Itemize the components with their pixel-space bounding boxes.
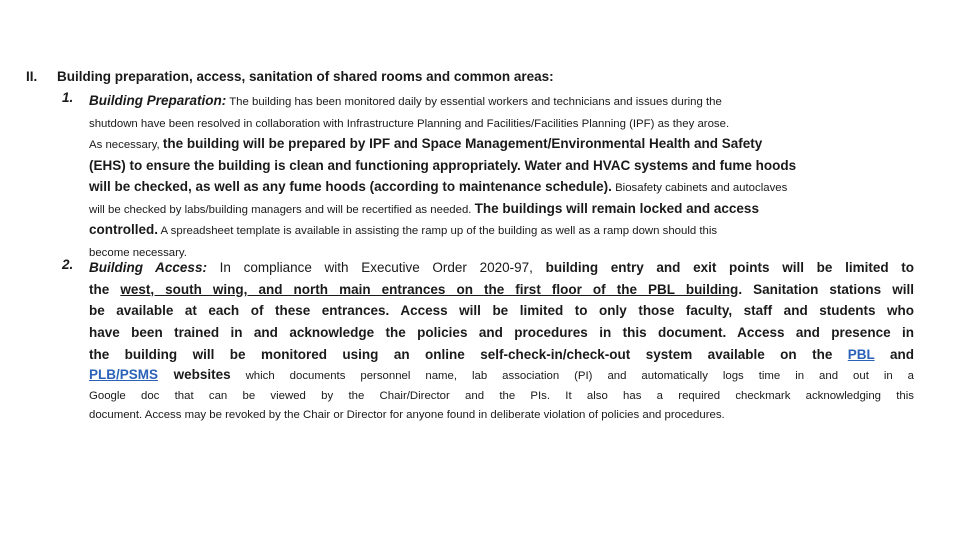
item-body	[89, 90, 914, 262]
list-item-building-preparation	[62, 90, 914, 262]
paragraph-text: will be checked by labs/building managers and will be recertified as needed.	[89, 203, 475, 216]
paragraph-text-bold: the	[89, 281, 121, 297]
paragraph-text: Biosafety cabinets and autoclaves	[611, 182, 788, 194]
list-item-building-access	[62, 257, 914, 424]
paragraph-text-bold: building entry and exit points will be limited to	[545, 260, 914, 275]
paragraph-text-bold: be available at each of these entrances. Access will be limited to only those faculty, staff and students who	[89, 303, 914, 319]
paragraph-text-bold: (EHS) to ensure the building is clean and functioning appropriately. Water and HVAC systems and fume hoods	[89, 157, 797, 173]
paragraph-text: In compliance with Executive Order 2020-97,	[206, 260, 546, 275]
section-title: Building preparation, access, sanitation of shared rooms and common areas:	[57, 69, 554, 84]
paragraph-text-bold: The buildings will remain locked and access	[474, 200, 759, 216]
paragraph-text: shutdown have been resolved in collaboration with Infrastructure Planning and Facilities/Facilities Planning (IPF) as they arose.	[89, 117, 730, 130]
item-title: Building Access:	[89, 260, 207, 275]
item-number: 2.	[62, 257, 74, 272]
paragraph-text: document. Access may be revoked by the Chair or Director for anyone found in deliberate violation of policies and procedures.	[89, 409, 725, 422]
item-number: 1.	[62, 90, 74, 105]
section-heading	[26, 67, 926, 87]
paragraph-text-bold: websites	[158, 367, 231, 383]
paragraph-text-bold: have been trained in and acknowledge the policies and procedures in this document. Access and presence in	[89, 325, 914, 341]
paragraph-text: As necessary,	[89, 139, 163, 151]
paragraph-text-bold: . Sanitation stations will	[738, 281, 914, 297]
entrances-text-underlined: west, south wing, and north main entrances on the first floor of the PBL building	[120, 281, 739, 297]
plb-psms-link[interactable]: PLB/PSMS	[89, 367, 159, 383]
paragraph-text-bold: the building will be prepared by IPF and Space Management/Environmental Health and Safety	[162, 136, 763, 151]
pbl-link[interactable]: PBL	[847, 346, 875, 362]
section-number: II.	[26, 69, 38, 84]
paragraph-text-bold: and	[874, 346, 914, 362]
paragraph-text: The building has been monitored daily by essential workers and technicians and issues during the	[226, 96, 722, 108]
item-title: Building Preparation:	[89, 93, 227, 108]
paragraph-text-bold: will be checked, as well as any fume hoods (according to maintenance schedule).	[89, 179, 612, 194]
paragraph-text-bold: controlled.	[89, 222, 159, 237]
paragraph-text: become necessary.	[89, 246, 187, 259]
paragraph-text: which documents personnel name, lab association (PI) and automatically logs time in and out in a	[230, 370, 915, 383]
item-body	[89, 257, 914, 424]
paragraph-text-bold: the building will be monitored using an online self-check-in/check-out system available on the	[89, 346, 848, 362]
paragraph-text: Google doc that can be viewed by the Chair/Director and the PIs. It also has a required checkmark acknowledging this	[89, 389, 914, 402]
section-ii	[26, 67, 926, 422]
paragraph-text: A spreadsheet template is available in assisting the ramp up of the building as well as a ramp down should this	[158, 225, 718, 237]
